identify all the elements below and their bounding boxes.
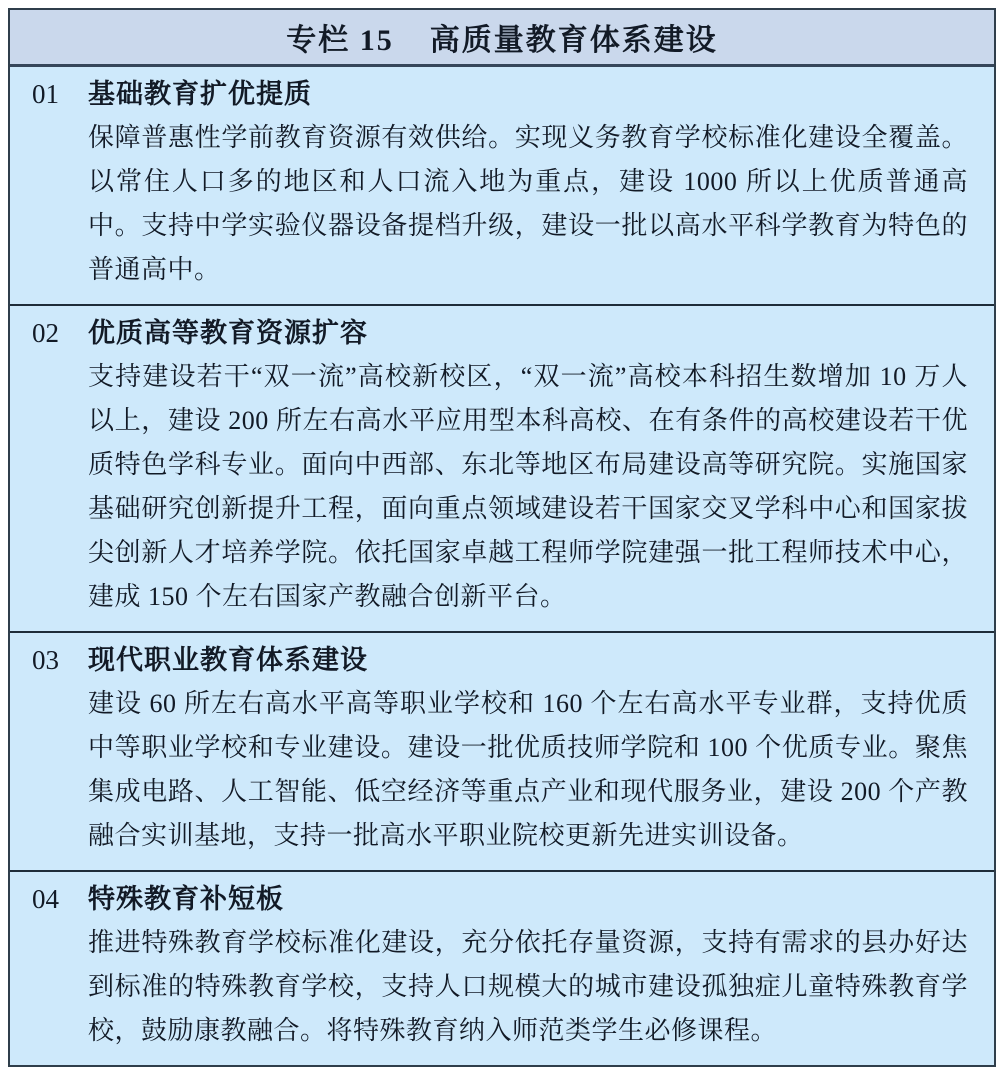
section-title: 基础教育扩优提质 <box>88 79 312 109</box>
panel-header-label: 专栏 15 <box>286 24 394 57</box>
section-body-text: 推进特殊教育学校标准化建设，充分依托存量资源，支持有需求的县办好达到标准的特殊教育学校，支持人口规模大的城市建设孤独症儿童特殊教育学校，鼓励康教融合。将特殊教育纳入师范类学生必修课程。 <box>88 928 968 1045</box>
section-heading <box>32 74 968 114</box>
section-number: 02 <box>32 318 59 348</box>
section-heading <box>32 879 968 919</box>
section-number: 04 <box>32 884 59 914</box>
section-body-text: 支持建设若干“双一流”高校新校区，“双一流”高校本科招生数增加 10 万人以上，建设 200 所左右高水平应用型本科高校、在有条件的高校建设若干优质特色学科专业。面向中西部、东北等地区布局建设高等研究院。实施国家基础研究创新提升工程，面向重点领域建设若干国家交叉学科中心和国家拔尖创新人才培养学院。依托国家卓越工程师学院建强一批工程师技术中心，建成 150 个左右国家产教融合创新平台。 <box>88 362 968 611</box>
section-number: 03 <box>32 645 59 675</box>
panel-header-title: 高质量教育体系建设 <box>429 24 718 57</box>
section-04-special-education <box>10 870 994 1065</box>
section-02-higher-education <box>10 304 994 631</box>
section-heading <box>32 313 968 353</box>
section-body-text: 保障普惠性学前教育资源有效供给。实现义务教育学校标准化建设全覆盖。以常住人口多的地区和人口流入地为重点，建设 1000 所以上优质普通高中。支持中学实验仪器设备提档升级，建设一批以高水平科学教育为特色的普通高中。 <box>88 123 968 284</box>
panel-header <box>10 10 994 67</box>
section-03-vocational-education <box>10 631 994 870</box>
section-heading <box>32 640 968 680</box>
column-box-panel <box>8 8 996 1067</box>
section-number: 01 <box>32 79 59 109</box>
section-title: 现代职业教育体系建设 <box>88 645 368 675</box>
section-title: 优质高等教育资源扩容 <box>88 318 368 348</box>
section-body-text: 建设 60 所左右高水平高等职业学校和 160 个左右高水平专业群，支持优质中等职业学校和专业建设。建设一批优质技师学院和 100 个优质专业。聚焦集成电路、人工智能、低空经济等重点产业和现代服务业，建设 200 个产教融合实训基地，支持一批高水平职业院校更新先进实训设备。 <box>88 689 968 850</box>
section-01-basic-education <box>10 67 994 304</box>
section-title: 特殊教育补短板 <box>88 884 284 914</box>
